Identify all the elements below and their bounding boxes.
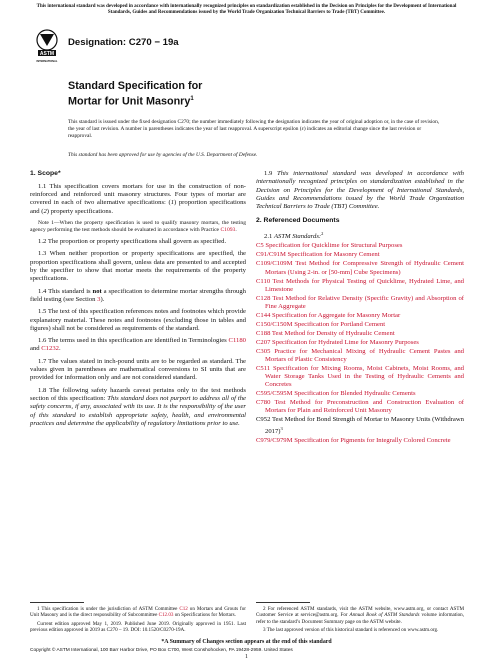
reference-item: [256, 242, 464, 250]
reference-item: [256, 295, 464, 312]
fn2-i: Annual Book of ASTM Standards: [349, 612, 420, 619]
p1-6-and: and: [30, 345, 42, 353]
para-1-1: [30, 183, 246, 216]
copyright-line: Copyright © ASTM International, 100 Barr Harbor Drive, PO Box C700, West Conshohocken, PA 19428-2959. United States: [30, 648, 293, 653]
reference-code-link[interactable]: C188: [256, 329, 271, 337]
note-1: [30, 220, 246, 234]
document-title: [68, 80, 202, 108]
footnotes-right: [256, 602, 464, 635]
reference-code-link[interactable]: C110: [256, 277, 271, 285]
c1232-link[interactable]: C1232: [41, 345, 59, 353]
reference-code-link[interactable]: C207: [256, 338, 271, 346]
reference-title[interactable]: Specification for Masonry Cement: [285, 251, 380, 259]
footnote-1-edition: Current edition approved May 1, 2019. Published June 2019. Originally approved in 1951. Last previous edition approved in 2019 as C270 – 19. DOI: 10.1520/C0270-19A.: [30, 620, 246, 633]
right-column: [256, 170, 464, 446]
p1-8-a: 1.8 The following safety hazards caveat pertains only to the test methods section of this specification:: [30, 386, 246, 403]
p1-1-end: ) property specifications.: [46, 207, 113, 215]
reference-item: [256, 339, 464, 347]
reference-item: [256, 348, 464, 365]
c12-03-link[interactable]: C12.03: [158, 612, 174, 619]
left-column: [30, 170, 246, 432]
reference-item: [256, 416, 464, 436]
reference-code-link[interactable]: C595/C595M: [256, 390, 293, 398]
intro-sup: 2: [321, 231, 324, 236]
reference-code-link[interactable]: C144: [256, 311, 271, 319]
reference-code-link: C952: [256, 416, 271, 424]
issuance-note: This standard is issued under the fixed designation C270; the number immediately following the designation indicates the year of original adoption or, in the case of revision, the year of last revision. A number in parentheses indicates the year of last reapproval. A superscript epsilon (ε) indicates an editorial change since the last revision or reapproval.: [68, 119, 440, 140]
fn1-c: on Specifications for Mortars.: [173, 612, 236, 619]
reference-title[interactable]: Test Method for Preconstruction and Construction Evaluation of Mortars for Plain and Reinforced Unit Masonry: [265, 399, 464, 415]
reference-item: [256, 437, 464, 445]
fn2-a: 2 For referenced ASTM standards, visit the ASTM website, www.astm.org, or contact ASTM Customer Service at service@astm.org. For: [256, 606, 464, 619]
p1-1-a: 1.1 This specification covers mortars for use in the construction of non-reinforced and reinforced unit masonry structures. Four types of mortar are covered in each of two alternative specifications: (: [30, 182, 246, 207]
reference-code-link[interactable]: C511: [256, 364, 271, 372]
section-3-link[interactable]: 3: [97, 295, 101, 303]
reference-code-link[interactable]: C979/C979M: [256, 436, 293, 444]
p1-4-a: 1.4 This standard is: [38, 287, 93, 295]
footnotes-left: [30, 602, 246, 635]
reference-title[interactable]: Test Method for Compressive Strength of Hydraulic Cement Mortars (Using 2-in. or [50-mm] Cube Specimens): [265, 260, 464, 276]
note-1-end: .: [235, 226, 237, 233]
reference-title[interactable]: Test Methods for Physical Testing of Quicklime, Hydrated Lime, and Limestone: [265, 277, 464, 293]
reference-title: Test Method for Bond Strength of Mortar to Masonry Units (Withdrawn 2017): [265, 416, 464, 435]
reference-code-link[interactable]: C109/C109M: [256, 260, 293, 268]
p1-4-c: a specification to determine mortar strengths through field testing (see Section: [30, 287, 247, 303]
p1-4-b: not: [92, 287, 102, 295]
footnote-1: [30, 606, 246, 619]
p1-4-d: ).: [100, 295, 105, 303]
svg-text:INTERNATIONAL: INTERNATIONAL: [36, 60, 58, 63]
astm-standards-intro: [256, 230, 464, 241]
para-1-6: [30, 337, 246, 354]
footnote-rule-right: [256, 602, 310, 603]
para-1-7: 1.7 The values stated in inch-pound units are to be regarded as standard. The values given in parentheses are mathematical conversions to SI units that are provided for information only and are not considered standard.: [30, 357, 246, 382]
note-1-text: —When the property specification is used to qualify masonry mortars, the testing agency performing the test methods should be evaluated in accordance with Practice: [30, 219, 246, 233]
reference-code-link[interactable]: C91/C91M: [256, 251, 286, 259]
tbt-notice: This international standard was developed in accordance with internationally recognized principles on standardization established in the Decision on Principles for the Development of International Standards, Guides and Recommendations issued by the World Trade Organization Technical Barriers to Trade (TBT) Committee.: [36, 4, 457, 16]
p1-9-a: 1.9: [264, 170, 278, 177]
reference-title[interactable]: Practice for Mechanical Mixing of Hydraulic Cement Pastes and Mortars of Plastic Consistency: [265, 347, 464, 363]
reference-item: [256, 399, 464, 416]
para-1-2: 1.2 The proportion or property specifications shall govern as specified.: [38, 237, 227, 245]
fn1-a: 1 This specification is under the jurisdiction of ASTM Committee: [37, 606, 180, 612]
reference-item: [256, 260, 464, 277]
fn2-b: volume information, refer to the standard’s Document Summary page on the ASTM website.: [256, 612, 464, 625]
p1-6-a: 1.6 The terms used in this specification are identified in Terminologies: [38, 337, 229, 345]
reference-item: [256, 251, 464, 259]
p1-6-end: .: [58, 345, 61, 353]
reference-code-link[interactable]: C128: [256, 294, 271, 302]
reference-item: [256, 365, 464, 390]
reference-title[interactable]: Specification for Pigments for Integrally Colored Concrete: [292, 436, 451, 444]
reference-item: [256, 278, 464, 295]
title-footnote-mark: 1: [190, 95, 194, 102]
reference-footnote-mark: 3: [280, 425, 283, 431]
footnote-2: [256, 606, 464, 625]
c1180-link[interactable]: C1180: [228, 337, 246, 345]
summary-of-changes-note: *A Summary of Changes section appears at the end of this standard: [161, 639, 332, 645]
note-1-label: Note 1: [38, 219, 54, 226]
scope-heading: 1. Scope*: [30, 170, 61, 177]
p1-1-i1: 1: [170, 199, 175, 207]
para-1-4: [30, 288, 246, 305]
p1-9-b: This international standard was developed in accordance with internationally recognized principles on standardization established in the Decision on Principles for the Development of International Standards, Guides and Recommendations issued by the World Trade Organization Technical Barriers to Trade (TBT) Committee.: [256, 170, 464, 210]
reference-title[interactable]: Specification for Aggregate for Masonry Mortar: [270, 311, 401, 319]
intro-num: 2.1: [264, 233, 274, 241]
reference-code-link[interactable]: C305: [256, 347, 271, 355]
p1-8-b: This standard does not purport to address all of the safety concerns, if any, associated with its use. It is the responsibility of the user of this standard to establish appropriate safety, health, and environmental practices and determine the applicability of regulatory limitations prior to use.: [30, 395, 246, 427]
intro-label: ASTM Standards:: [273, 233, 322, 241]
dod-approval-note: This standard has been approved for use by agencies of the U.S. Department of Defense.: [68, 152, 258, 158]
footnote-rule: [30, 602, 84, 603]
reference-title[interactable]: Specification for Hydrated Lime for Masonry Purposes: [270, 338, 419, 346]
para-1-8: [30, 387, 246, 428]
designation: Designation: C270 − 19a: [68, 37, 179, 48]
footnote-3: 3 The last approved version of this historical standard is referenced on www.astm.org.: [263, 626, 439, 633]
astm-logo: [36, 29, 58, 67]
p1-1-mid: ) proportion specifications and (: [30, 199, 247, 215]
note-1-ref-link[interactable]: C1093: [220, 226, 236, 233]
reference-title[interactable]: Test Method for Relative Density (Specific Gravity) and Absorption of Fine Aggregate: [265, 294, 464, 310]
p1-1-i2: 2: [43, 207, 47, 215]
reference-code-link[interactable]: C5: [256, 242, 264, 250]
title-line-1: Standard Specification for: [68, 80, 203, 92]
reference-title[interactable]: Specification for Blended Hydraulic Cements: [292, 390, 416, 398]
reference-item: [256, 312, 464, 320]
reference-code-link[interactable]: C780: [256, 399, 271, 407]
reference-title[interactable]: Specification for Quicklime for Structural Purposes: [263, 242, 403, 250]
reference-item: [256, 321, 464, 329]
para-1-3: 1.3 When neither proportion or property specifications are specified, the proportion specifications shall govern, unless data are presented to and accepted by the specifier to show that mortar meets the requirements of the property specifications.: [30, 250, 246, 283]
referenced-documents-heading: 2. Referenced Documents: [256, 217, 340, 225]
fn1-b: on Mortars and Grouts for Unit Masonry and is the direct responsibility of Subcommittee: [30, 606, 246, 619]
para-1-5: 1.5 The text of this specification references notes and footnotes which provide explanatory material. These notes and footnotes (excluding those in tables and figures) shall not be considered as requirements of the standard.: [30, 308, 246, 332]
reference-item: [256, 330, 464, 338]
reference-title[interactable]: Specification for Mixing Rooms, Moist Cabinets, Moist Rooms, and Water Storage Tanks Used in the Testing of Hydraulic Cements and Concretes: [265, 364, 464, 389]
svg-text:ASTM: ASTM: [39, 51, 55, 57]
reference-item: [256, 390, 464, 398]
c12-link[interactable]: C12: [179, 606, 188, 612]
reference-title[interactable]: Specification for Portland Cement: [292, 320, 386, 328]
reference-list: [256, 242, 464, 445]
title-line-2-text: Mortar for Unit Masonry: [68, 95, 191, 108]
reference-title[interactable]: Test Method for Density of Hydraulic Cement: [270, 329, 395, 337]
para-1-9: [256, 170, 464, 211]
title-line-2: [68, 93, 202, 108]
reference-code-link[interactable]: C150/C150M: [256, 320, 293, 328]
page-number: 1: [245, 654, 248, 660]
